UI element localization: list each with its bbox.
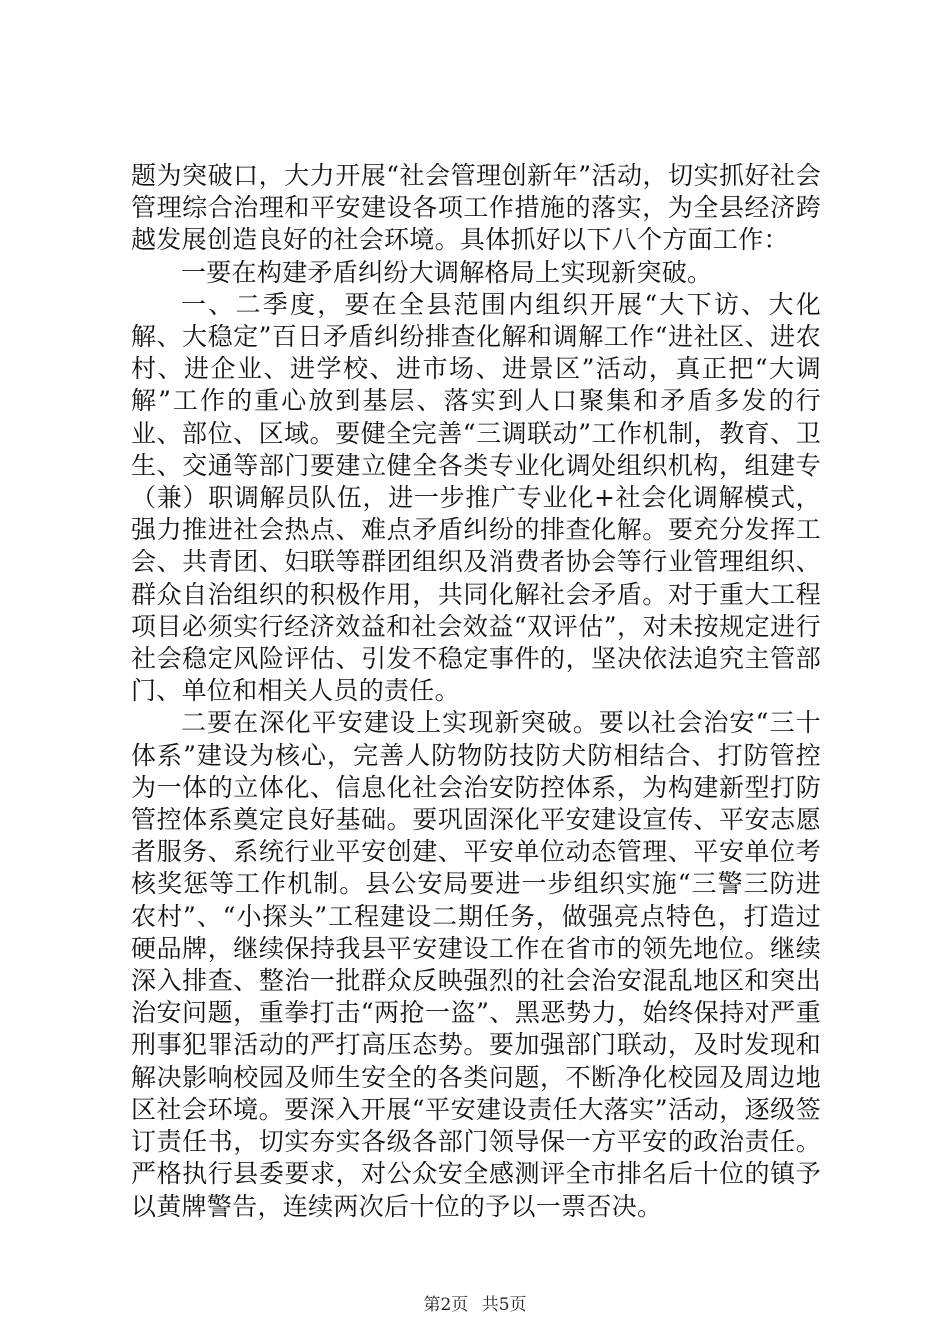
page-footer bbox=[0, 1290, 950, 1315]
document-body bbox=[131, 160, 821, 1223]
paragraph: 二要在深化平安建设上实现新突破。要以社会治安“三十体系”建设为核心，完善人防物防技防犬防相结合、打防管控为一体的立体化、信息化社会治安防控体系，为构建新型打防管控体系奠定良好基础。要巩固深化平安建设宣传、平安志愿者服务、系统行业平安创建、平安单位动态管理、平安单位考核奖惩等工作机制。县公安局要进一步组织实施“三警三防进农村”、“小探头”工程建设二期任务，做强亮点特色，打造过硬品牌，继续保持我县平安建设工作在省市的领先地位。继续深入排查、整治一批群众反映强烈的社会治安混乱地区和突出治安问题，重拳打击“两抢一盗”、黑恶势力，始终保持对严重刑事犯罪活动的严打高压态势。要加强部门联动，及时发现和解决影响校园及师生安全的各类问题，不断净化校园及周边地区社会环境。要深入开展“平安建设责任大落实”活动，逐级签订责任书，切实夯实各级各部门领导保一方平安的政治责任。严格执行县委要求，对公众安全感测评全市排名后十位的镇予以黄牌警告，连续两次后十位的予以一票否决。 bbox=[131, 708, 821, 1221]
page-number: 第2页 bbox=[423, 1295, 469, 1315]
paragraph: 一要在构建矛盾纠纷大调解格局上实现新突破。 bbox=[181, 257, 713, 287]
paragraph: 题为突破口，大力开展“社会管理创新年”活动，切实抓好社会管理综合治理和平安建设各项工作措施的落实，为全县经济跨越发展创造良好的社会环境。具体抓好以下八个方面工作： bbox=[131, 161, 821, 255]
page-total: 共5页 bbox=[481, 1295, 527, 1315]
paragraph: 一、二季度，要在全县范围内组织开展“大下访、大化解、大稳定”百日矛盾纠纷排查化解和调解工作“进社区、进农村、进企业、进学校、进市场、进景区”活动，真正把“大调解”工作的重心放到基层、落实到人口聚集和矛盾多发的行业、部位、区域。要健全完善“三调联动”工作机制，教育、卫生、交通等部门要建立健全各类专业化调处组织机构，组建专（兼）职调解员队伍，进一步推广专业化+社会化调解模式，强力推进社会热点、难点矛盾纠纷的排查化解。要充分发挥工会、共青团、妇联等群团组织及消费者协会等行业管理组织、群众自治组织的积极作用，共同化解社会矛盾。对于重大工程项目必须实行经济效益和社会效益“双评估”，对未按规定进行社会稳定风险评估、引发不稳定事件的，坚决依法追究主管部门、单位和相关人员的责任。 bbox=[131, 289, 821, 706]
